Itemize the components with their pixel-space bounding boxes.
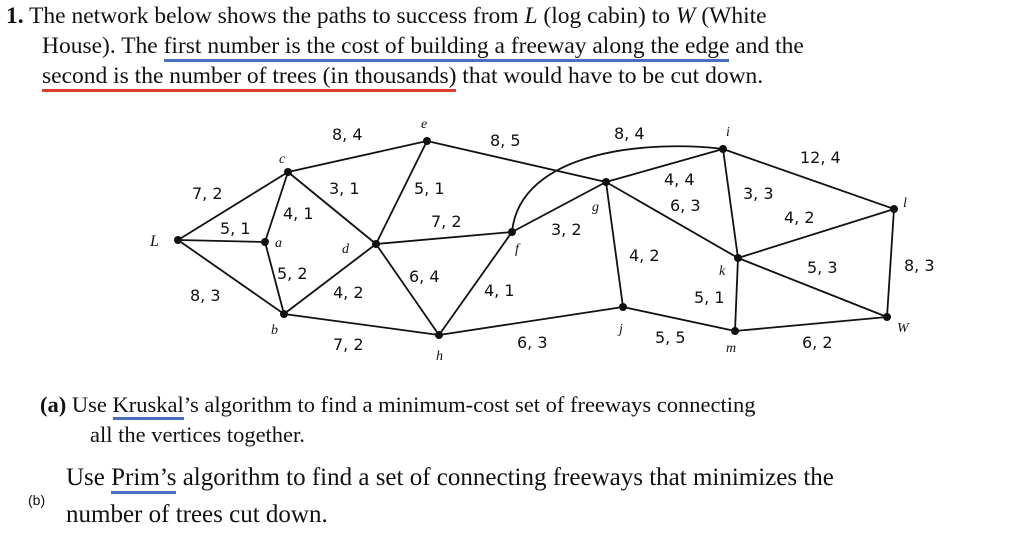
- vertex-label-L: L: [150, 233, 159, 250]
- edge-label-d-h: 6, 4: [409, 267, 440, 286]
- edge-m-W: [735, 317, 887, 331]
- edge-label-g-k: 6, 3: [670, 196, 701, 215]
- part-a-label: (a): [40, 392, 67, 417]
- part-b-prefix: Use: [66, 464, 105, 491]
- part-a-text: ’s algorithm to find a minimum-cost set of freeways connecting: [183, 392, 756, 417]
- node-i: [719, 145, 727, 153]
- problem-text-1b: (log cabin) to: [543, 3, 670, 29]
- edge-label-g-i: 4, 4: [664, 170, 695, 189]
- edge-i-k: [723, 149, 738, 258]
- edge-l-W: [887, 209, 894, 317]
- edge-label-c-e: 8, 4: [332, 125, 363, 144]
- node-l: [890, 205, 898, 213]
- node-b: [280, 310, 288, 318]
- vertex-label-a: a: [275, 236, 282, 251]
- edge-label-b-h: 7, 2: [333, 335, 364, 354]
- edge-label-f-i: 8, 4: [614, 124, 645, 143]
- edge-label-k-l: 4, 2: [784, 208, 815, 227]
- problem-text-1: The network below shows the paths to success from: [29, 3, 519, 29]
- part-b-line-2: number of trees cut down.: [66, 501, 328, 528]
- edge-label-l-W: 8, 3: [904, 256, 935, 275]
- edge-label-a-c: 4, 1: [283, 204, 314, 223]
- problem-text-2a: House). The: [42, 33, 158, 59]
- edge-labels: [190, 124, 935, 354]
- node-c: [284, 168, 292, 176]
- problem-text-3: that would have to be cut down.: [462, 63, 764, 89]
- edge-k-l: [738, 209, 894, 258]
- edge-d-h: [376, 244, 439, 335]
- vertex-label-h: h: [436, 349, 443, 364]
- part-b-text: algorithm to find a set of connecting freeways that minimizes the: [182, 464, 834, 491]
- edge-b-h: [284, 314, 439, 335]
- edge-k-m: [735, 258, 738, 331]
- edge-label-a-b: 5, 2: [277, 264, 308, 283]
- part-a-line-2: all the vertices together.: [90, 422, 305, 447]
- edge-h-j: [439, 307, 623, 335]
- vertex-label-c: c: [279, 152, 286, 167]
- problem-number: 1.: [6, 3, 24, 29]
- part-a-prefix: Use: [71, 392, 107, 417]
- underlined-prim: Prim’s: [111, 464, 176, 494]
- vertex-label-m: m: [726, 341, 737, 356]
- node-a: [261, 238, 269, 246]
- part-b-line-1: [66, 460, 834, 495]
- vertex-label-i: i: [726, 125, 730, 140]
- edge-label-d-e: 5, 1: [414, 179, 445, 198]
- underlined-trees-phrase: second is the number of trees (in thousands): [42, 63, 456, 92]
- edge-g-j: [606, 182, 623, 307]
- edge-L-a: [178, 240, 265, 242]
- problem-text-2b: and the: [735, 33, 804, 59]
- node-L: [174, 236, 182, 244]
- node-W: [883, 313, 891, 321]
- underlined-kruskal: Kruskal: [113, 392, 184, 420]
- vertex-label-j: j: [619, 322, 623, 337]
- edge-c-e: [288, 141, 427, 172]
- vertex-label-e: e: [421, 117, 428, 132]
- edge-label-f-g: 3, 2: [551, 220, 582, 239]
- node-g: [602, 178, 610, 186]
- node-d: [372, 240, 380, 248]
- edge-label-f-h: 4, 1: [484, 281, 515, 300]
- problem-text-1c: (White: [701, 3, 767, 29]
- edge-label-L-c: 7, 2: [192, 184, 223, 203]
- edge-label-e-g: 8, 5: [490, 131, 521, 150]
- edge-label-c-d: 3, 1: [329, 179, 360, 198]
- edge-label-g-j: 4, 2: [629, 246, 660, 265]
- edge-label-L-b: 8, 3: [190, 286, 221, 305]
- node-h: [435, 331, 443, 339]
- edge-d-f: [376, 232, 512, 244]
- var-L: L: [524, 3, 538, 29]
- edge-g-k: [606, 182, 738, 258]
- edge-label-L-a: 5, 1: [220, 219, 251, 238]
- edge-label-m-W: 6, 2: [802, 333, 833, 352]
- var-W: W: [675, 3, 696, 29]
- vertex-label-W: W: [897, 321, 909, 336]
- vertex-label-f: f: [515, 242, 519, 257]
- part-b-label: (b): [28, 492, 46, 508]
- vertex-label-k: k: [719, 264, 726, 279]
- vertex-label-g: g: [592, 200, 599, 215]
- node-e: [423, 137, 431, 145]
- node-f: [508, 228, 516, 236]
- part-a-line-1: [40, 390, 756, 419]
- edge-label-j-m: 5, 5: [655, 328, 686, 347]
- node-j: [619, 303, 627, 311]
- edge-label-h-j: 6, 3: [517, 333, 548, 352]
- edge-label-i-k: 3, 3: [743, 184, 774, 203]
- edge-label-d-f: 7, 2: [431, 212, 462, 231]
- edge-label-i-l: 12, 4: [800, 148, 841, 167]
- node-m: [731, 327, 739, 335]
- vertex-label-b: b: [271, 323, 278, 338]
- node-k: [734, 254, 742, 262]
- edge-label-k-m: 5, 1: [694, 288, 725, 307]
- edge-label-k-W: 5, 3: [807, 258, 838, 277]
- vertex-label-d: d: [342, 242, 349, 257]
- underlined-cost-phrase: first number is the cost of building a freeway along the edge: [164, 33, 730, 62]
- vertex-label-l: l: [903, 196, 907, 211]
- edge-label-b-d: 4, 2: [333, 283, 364, 302]
